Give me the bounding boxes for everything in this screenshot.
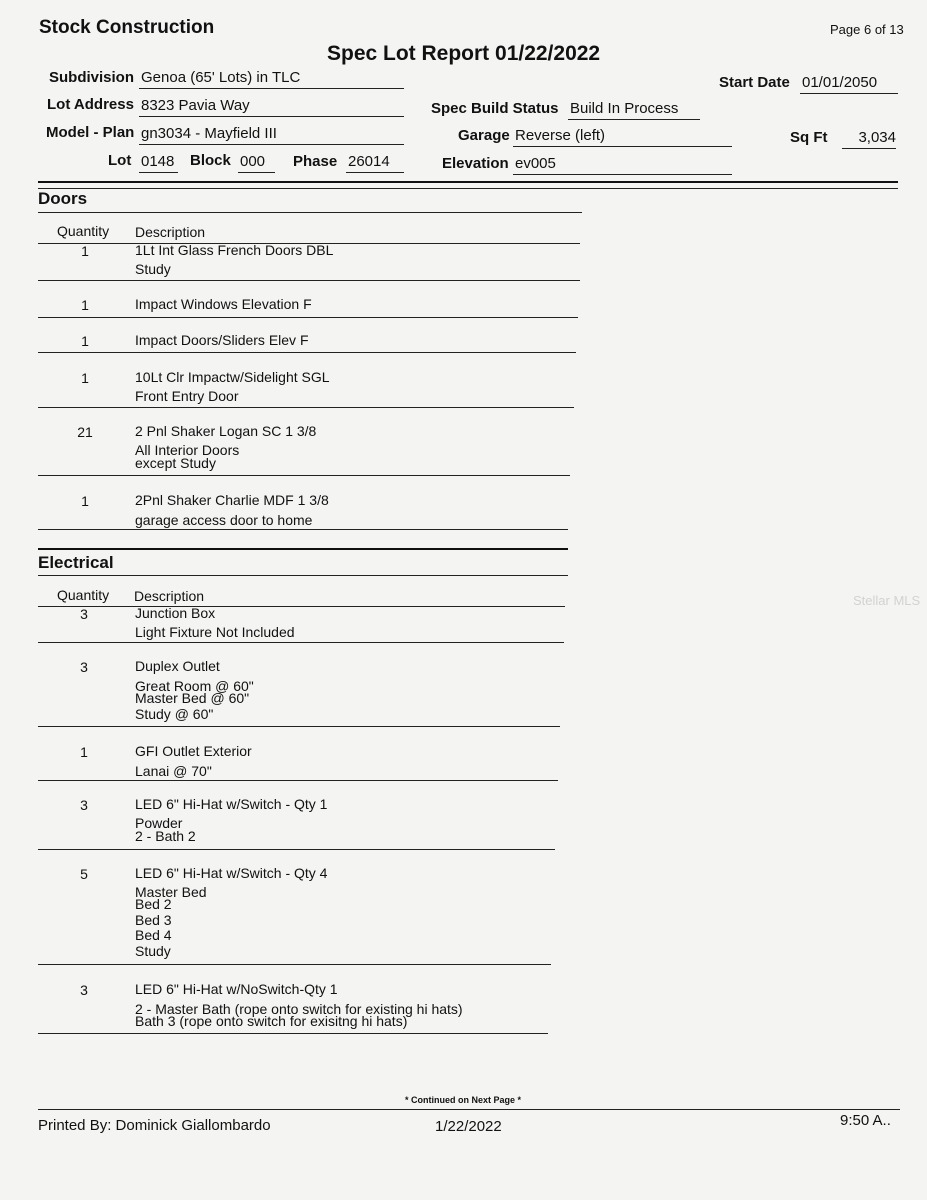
item-note: Great Room @ 60" [135,678,254,694]
item-rule [38,1033,548,1034]
item-description: Junction Box [135,605,216,621]
sq-ft-value: 3,034 [842,129,896,149]
doors-title-rule [38,212,582,213]
spec-build-status-value: Build In Process [568,100,700,120]
item-note: Front Entry Door [135,388,239,404]
item-quantity: 3 [80,982,88,998]
item-description: GFI Outlet Exterior [135,743,252,759]
phase-value: 26014 [346,153,404,173]
block-value: 000 [238,153,275,173]
electrical-description-header: Description [134,588,205,604]
item-note: Study [135,261,171,277]
item-rule [38,317,578,318]
item-description: Impact Windows Elevation F [135,296,312,312]
subdivision-value: Genoa (65' Lots) in TLC [139,69,404,89]
lot-label: Lot [108,152,132,169]
model-plan-value: gn3034 - Mayfield III [139,125,404,145]
doors-section-title: Doors [38,189,88,208]
item-note: Bed 2 [135,896,172,912]
item-quantity: 1 [81,297,89,313]
elevation-label: Elevation [442,155,509,172]
item-note: Powder [135,815,183,831]
item-description: 1Lt Int Glass French Doors DBL [135,242,334,258]
doors-quantity-header: Quantity [57,223,110,239]
item-description: 10Lt Clr Impactw/Sidelight SGL [135,369,330,385]
spec-build-status-label: Spec Build Status [431,100,559,117]
printed-time: 9:50 A.. [840,1112,891,1129]
garage-value: Reverse (left) [513,127,732,147]
page-number: Page 6 of 13 [830,22,904,37]
item-description: Impact Doors/Sliders Elev F [135,332,309,348]
phase-label: Phase [293,153,338,170]
item-note: Study @ 60" [135,706,214,722]
elevation-value: ev005 [513,155,732,175]
item-note: Master Bed @ 60" [135,690,250,706]
item-rule [38,280,580,281]
doors-description-header: Description [135,224,206,240]
item-rule [38,780,558,781]
item-quantity: 1 [81,333,89,349]
item-note: 2 - Bath 2 [135,828,196,844]
start-date-value: 01/01/2050 [800,74,898,94]
item-note: Master Bed [135,883,207,900]
header-divider-bottom [38,188,898,189]
item-quantity: 5 [80,866,88,882]
item-rule [38,529,568,530]
item-note: 2 - Master Bath (rope onto switch for existing hi hats) [135,1001,463,1017]
subdivision-label: Subdivision [49,69,135,86]
electrical-header-rule [38,606,565,607]
company-name: Stock Construction [39,17,215,38]
item-quantity: 1 [80,744,88,760]
doors-section-end-rule [38,548,568,550]
item-rule [38,475,570,476]
header-divider-top [38,181,898,183]
watermark: Stellar MLS [853,593,921,608]
item-note: Lanai @ 70" [135,763,212,779]
printed-date: 1/22/2022 [435,1118,502,1135]
item-note: All Interior Doors [135,442,240,458]
item-rule [38,964,551,965]
item-note: Study [135,942,171,959]
item-rule [38,849,555,850]
item-description: LED 6" Hi-Hat w/Switch - Qty 4 [135,865,328,881]
item-quantity: 1 [81,370,89,386]
item-note: Bed 3 [135,911,172,928]
item-description: LED 6" Hi-Hat w/NoSwitch-Qty 1 [135,981,338,997]
item-quantity: 3 [80,606,88,622]
item-description: 2 Pnl Shaker Logan SC 1 3/8 [135,423,317,439]
electrical-section-title: Electrical [38,553,114,572]
electrical-quantity-header: Quantity [57,587,110,603]
item-description: LED 6" Hi-Hat w/Switch - Qty 1 [135,796,328,812]
lot-address-value: 8323 Pavia Way [139,97,404,117]
item-description: 2Pnl Shaker Charlie MDF 1 3/8 [135,492,329,508]
garage-label: Garage [458,127,510,144]
footer-rule [38,1109,900,1110]
sq-ft-label: Sq Ft [790,129,828,146]
lot-address-label: Lot Address [47,96,134,113]
item-quantity: 21 [77,424,93,440]
block-label: Block [190,152,231,169]
item-quantity: 3 [80,659,88,675]
item-rule [38,642,564,643]
item-rule [38,407,574,408]
printed-by: Printed By: Dominick Giallombardo [38,1117,271,1134]
report-title: Spec Lot Report 01/22/2022 [327,42,601,65]
item-note: garage access door to home [135,512,313,528]
model-plan-label: Model - Plan [46,124,135,141]
electrical-title-rule [38,575,568,576]
start-date-label: Start Date [719,74,790,91]
item-note: except Study [135,455,216,471]
item-note: Bath 3 (rope onto switch for exisitng hi hats) [135,1013,408,1029]
item-note: Light Fixture Not Included [135,624,295,640]
item-note: Bed 4 [135,927,172,943]
item-quantity: 3 [80,797,88,813]
item-rule [38,726,560,727]
lot-value: 0148 [139,153,178,173]
item-description: Duplex Outlet [135,658,220,674]
item-rule [38,352,576,353]
continued-note: * Continued on Next Page * [405,1095,522,1105]
item-quantity: 1 [81,493,89,509]
item-quantity: 1 [81,243,89,259]
